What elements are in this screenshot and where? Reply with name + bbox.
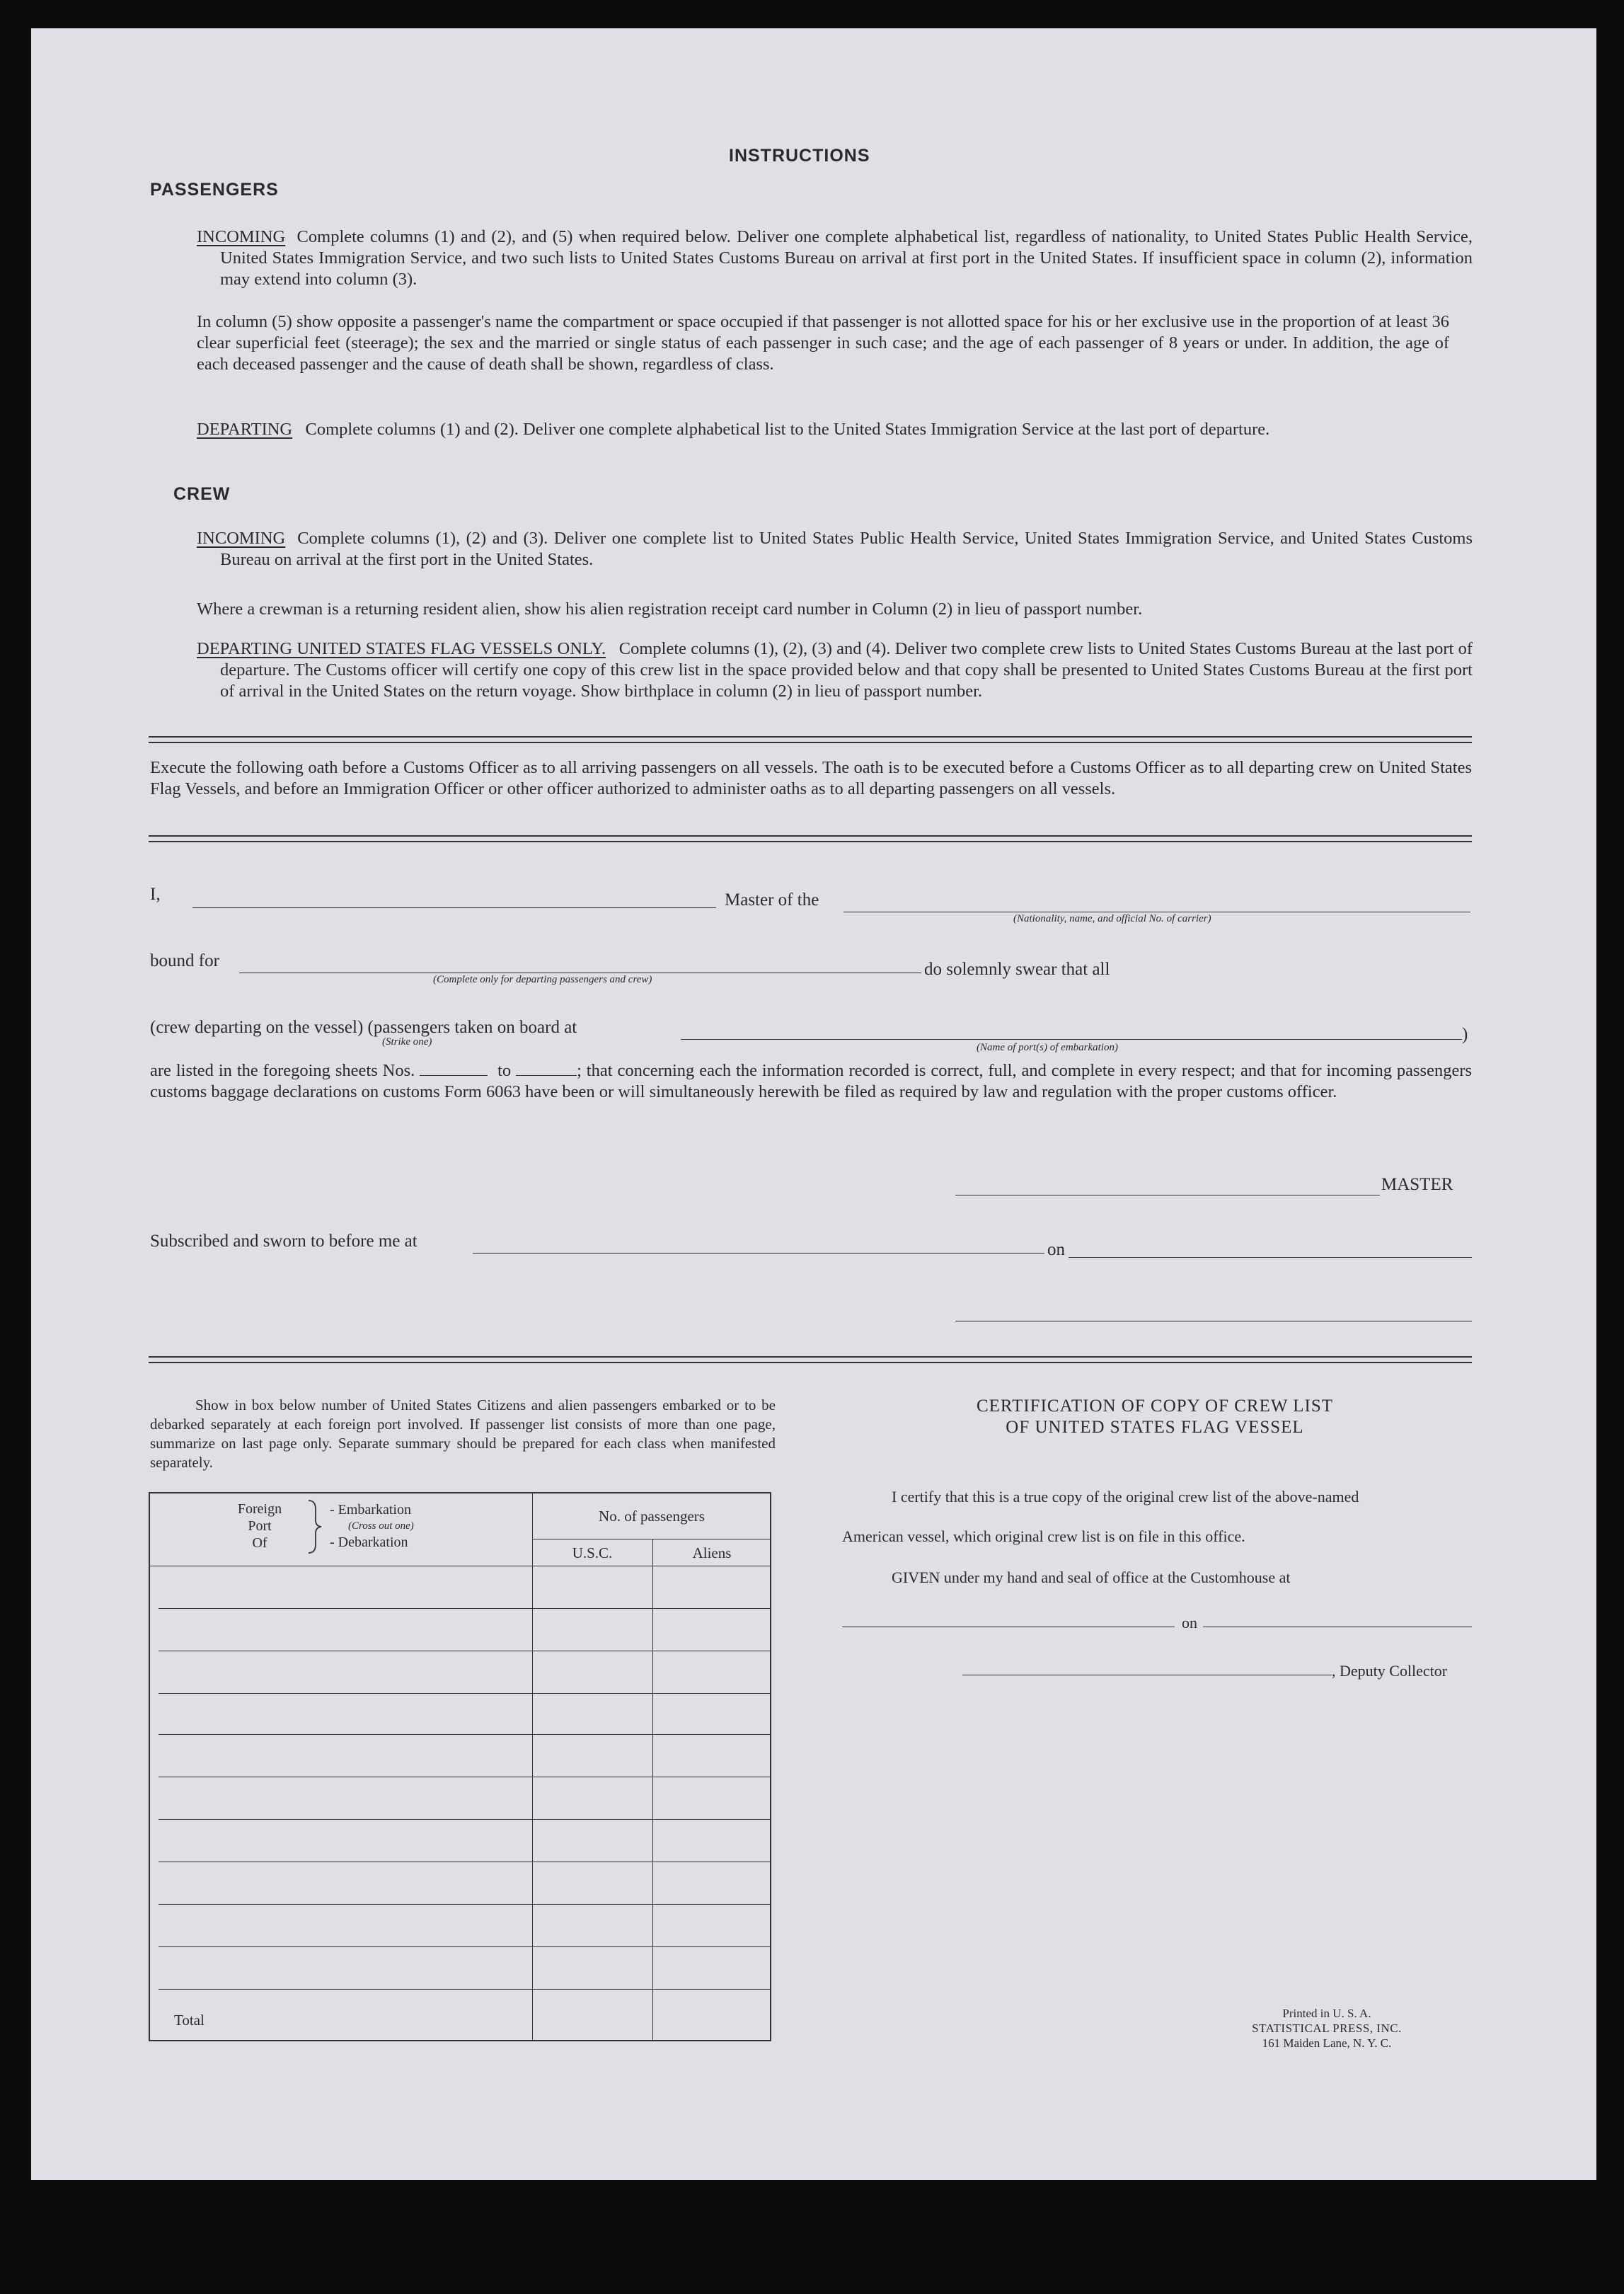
table-divider [159,1904,770,1905]
ports-caption: (Name of port(s) of embarkation) [977,1042,1118,1053]
embarkation-option: - Embarkation [330,1502,411,1518]
to-label: to [497,1061,512,1080]
crew-departing-text: (crew departing on the vessel) (passengers taken on board at [150,1018,577,1037]
crew-incoming-paragraph [197,528,1473,570]
master-of-the-label: Master of the [725,890,819,910]
crew-departing-label: DEPARTING UNITED STATES FLAG VESSELS ONLY. [197,639,606,658]
do-swear-text: do solemnly swear that all [924,960,1110,979]
listed-rest: ; that concerning each the information recorded is correct, full, and complete in every respect; and that for incoming passengers customs baggage declarations on customs Form 6063 have been or will simultaneously herewith be filed as required by law and regulation with the proper customs officer. [150,1061,1473,1101]
crewman-paragraph: Where a crewman is a returning resident alien, show his alien registration receipt card number in Column (2) in lieu of passport number. [197,600,1143,619]
table-divider [159,1734,770,1735]
certify-line3: GIVEN under my hand and seal of office at the Customhouse at [892,1568,1291,1586]
table-divider [159,1693,770,1694]
carrier-caption: (Nationality, name, and official No. of carrier) [1013,913,1211,924]
ports-field[interactable] [681,1039,1462,1040]
incoming-label: INCOMING [197,227,286,246]
table-divider [159,1946,770,1947]
imprint-line1: Printed in U. S. A. [1282,2007,1371,2020]
listed-paragraph [150,1060,1472,1103]
bound-for-label: bound for [150,951,219,970]
summary-instructions: Show in box below number of United States Citizens and alien passengers embarked or to be debarked separately at each foreign port involved. If passenger list consists of more than one page, summarize on last page only. Separate summary should be prepared for each class when manifested separately. [150,1397,776,1471]
foreign-label: Foreign [237,1501,282,1517]
brace-icon [307,1499,323,1554]
passengers-incoming-paragraph [197,226,1473,290]
table-divider [532,1493,533,2040]
imprint-line3: 161 Maiden Lane, N. Y. C. [1262,2036,1392,2050]
sworn-date-field[interactable] [1069,1257,1472,1258]
crew-departing-text: Complete columns (1), (2), (3) and (4). Deliver two complete crew lists to United States Customs Bureau at the last port of departure. The Customs officer will certify one copy of this crew list in the space provided below and that copy shall be presented to United States Customs Bureau at the first port of arrival in the United States on the return voyage. Show birthplace in column (2) in lieu of passport number. [220,639,1473,701]
incoming-text: Complete columns (1) and (2), and (5) when required below. Deliver one complete alphabetical list, regardless of nationality, to United States Public Health Service, United States Immigration Service, and two such lists to United States Customs Bureau on arrival at first port in the United States. If insufficient space in column (2), information may extend into column (3). [220,227,1473,289]
certification-title-line1: CERTIFICATION OF COPY OF CREW LIST [976,1397,1334,1416]
printer-imprint [1245,2006,1408,2051]
of-label: Of [252,1535,267,1551]
certification-title [843,1396,1466,1438]
instructions-title: INSTRUCTIONS [729,146,870,166]
imprint-line2: STATISTICAL PRESS, INC. [1252,2021,1402,2035]
aliens-header: Aliens [692,1544,732,1561]
certify-line1: I certify that this is a true copy of the original crew list of the above-named [892,1488,1359,1506]
section-divider [149,736,1472,743]
master-name-field[interactable] [192,907,716,908]
bound-caption: (Complete only for departing passengers and crew) [433,974,652,985]
departing-label: DEPARTING [197,420,293,439]
listed-start: are listed in the foregoing sheets Nos. [150,1061,415,1080]
section-divider [149,1356,1472,1363]
certification-title-line2: OF UNITED STATES FLAG VESSEL [1006,1418,1304,1437]
sheet-to-field[interactable] [516,1062,577,1076]
sheet-from-field[interactable] [420,1062,488,1076]
passenger-summary-table [149,1492,771,2041]
no-passengers-header: No. of passengers [599,1508,705,1525]
close-paren: ) [1462,1025,1468,1044]
foreign-port-header [228,1501,292,1552]
column5-paragraph: In column (5) show opposite a passenger's name the compartment or space occupied if that passenger is not allotted space for his or her exclusive use in the proportion of at least 36 clear superficial feet (steerage); the sex and the married or single status of each passenger in such case; and the age of each passenger of 8 years or under. In addition, the age of each deceased passenger and the cause of death shall be shown, regardless of class. [197,312,1449,374]
section-divider [149,835,1472,842]
table-divider [652,1539,653,2040]
crew-incoming-text: Complete columns (1), (2) and (3). Deliver one complete list to United States Public Health Service, United States Immigration Service, and United States Customs Bureau on arrival at the first port in the United States. [220,529,1473,569]
certify-line2: American vessel, which original crew list is on file in this office. [842,1527,1245,1545]
crew-heading: CREW [173,484,231,504]
passengers-departing-paragraph [197,419,1473,440]
departing-text: Complete columns (1) and (2). Deliver one complete alphabetical list to the United States Immigration Service at the last port of departure. [305,420,1270,439]
port-label: Port [248,1518,272,1534]
debarkation-option: - Debarkation [330,1535,408,1550]
crew-departing-paragraph [197,638,1473,702]
strike-one-caption: (Strike one) [382,1036,432,1048]
oath-i-label: I, [150,885,161,904]
master-label: MASTER [1381,1175,1453,1194]
sworn-place-field[interactable] [473,1253,1044,1254]
sworn-on-label: on [1047,1240,1065,1259]
oath-intro: Execute the following oath before a Customs Officer as to all arriving passengers on all vessels. The oath is to be executed before a Customs Officer as to all departing crew on United States Flag Vessels, and before an Immigration Officer or other officer authorized to administer oaths as to all departing passengers on all vessels. [150,758,1472,798]
total-label: Total [174,2012,205,2029]
usc-header: U.S.C. [572,1544,613,1561]
subscribed-label: Subscribed and sworn to before me at [150,1232,417,1251]
crew-incoming-label: INCOMING [197,529,286,548]
passengers-heading: PASSENGERS [150,180,279,200]
table-divider [159,1819,770,1820]
cert-on-label: on [1182,1614,1197,1631]
table-divider [159,1608,770,1609]
cross-out-caption: (Cross out one) [348,1520,414,1532]
deputy-collector-label: , Deputy Collector [1332,1662,1448,1680]
table-divider [159,1989,770,1990]
